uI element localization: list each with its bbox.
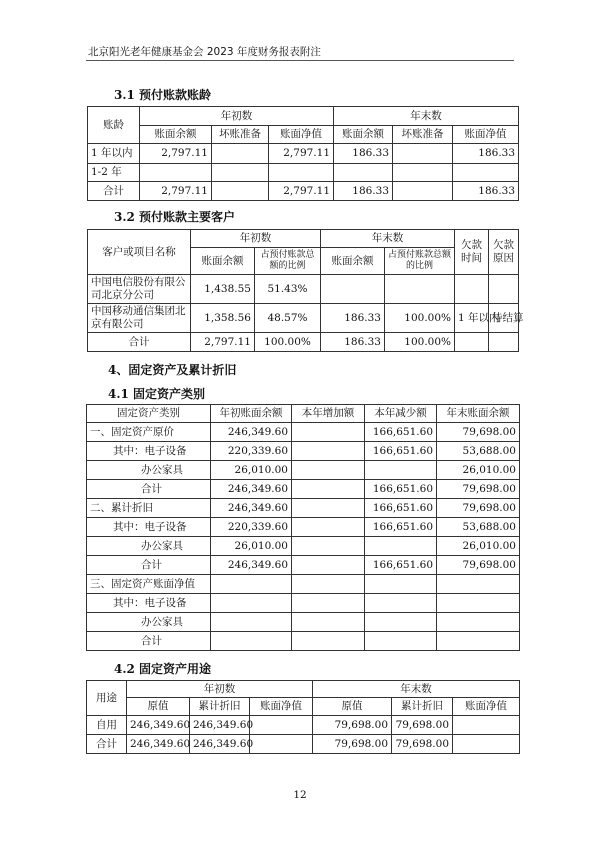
cell-decrease <box>365 461 437 480</box>
cell-begin-balance: 246,349.60 <box>211 499 292 518</box>
cell-decrease <box>365 594 437 613</box>
cell-end-balance <box>321 275 385 304</box>
cell-begin-balance <box>211 632 292 651</box>
page-number: 12 <box>293 789 307 801</box>
col-header-ratio: 占预付账款总额的比例 <box>385 248 455 275</box>
cell-end-balance <box>334 164 393 182</box>
cell-end-ratio: 100.00% <box>385 304 455 333</box>
cell-end-depreciation: 79,698.00 <box>392 735 453 754</box>
col-header-net: 账面净值 <box>269 126 334 144</box>
cell-end-net <box>453 716 520 735</box>
cell-begin-bad-debt <box>212 182 269 201</box>
section-3-2-title: 3.2 预付账款主要客户 <box>114 210 236 224</box>
table-row <box>87 632 520 651</box>
cell-decrease: 166,651.60 <box>365 423 437 442</box>
col-header-net: 账面净值 <box>453 698 520 716</box>
col-header-balance: 账面余额 <box>334 126 393 144</box>
cell-debt-reason: 待结算 <box>489 304 519 333</box>
cell-begin-depreciation: 246,349.60 <box>190 716 250 735</box>
cell-decrease <box>365 537 437 556</box>
table-row-total <box>87 735 520 754</box>
table-row <box>87 423 520 442</box>
cell-begin-original: 246,349.60 <box>127 735 190 754</box>
cell-begin-balance: 2,797.11 <box>191 333 255 352</box>
table-row <box>88 164 519 182</box>
cell-increase <box>292 442 365 461</box>
table-row-total <box>88 182 519 201</box>
cell-category: 办公家具 <box>87 537 211 556</box>
cell-usage: 合计 <box>87 735 127 754</box>
cell-increase <box>292 575 365 594</box>
cell-begin-balance <box>140 164 212 182</box>
col-header-client: 客户或项目名称 <box>88 230 191 275</box>
cell-begin-balance: 246,349.60 <box>211 480 292 499</box>
cell-begin-net <box>250 716 313 735</box>
col-header-age: 账龄 <box>88 107 140 144</box>
fixed-asset-category-table <box>86 404 520 651</box>
cell-begin-balance: 246,349.60 <box>211 556 292 575</box>
cell-end-original: 79,698.00 <box>313 735 392 754</box>
fixed-asset-usage-table <box>86 680 520 754</box>
cell-end-ratio: 100.00% <box>385 333 455 352</box>
cell-category: 其中：电子设备 <box>87 594 211 613</box>
col-header-begin: 年初数 <box>191 230 321 248</box>
col-header-category: 固定资产类别 <box>87 405 211 423</box>
table-row <box>87 575 520 594</box>
cell-begin-bad-debt <box>212 144 269 164</box>
col-header-original: 原值 <box>127 698 190 716</box>
cell-begin-balance: 1,358.56 <box>191 304 255 333</box>
cell-category: 其中：电子设备 <box>87 442 211 461</box>
cell-end-balance: 53,688.00 <box>437 518 520 537</box>
table-row <box>87 499 520 518</box>
cell-debt-reason <box>489 275 519 304</box>
prepaid-aging-table <box>87 106 519 201</box>
table-row-total <box>88 333 519 352</box>
cell-increase <box>292 423 365 442</box>
cell-end-original: 79,698.00 <box>313 716 392 735</box>
cell-decrease: 166,651.60 <box>365 518 437 537</box>
cell-begin-balance: 246,349.60 <box>211 423 292 442</box>
cell-begin-balance <box>211 575 292 594</box>
col-header-decrease: 本年减少额 <box>365 405 437 423</box>
table-row <box>87 613 520 632</box>
cell-increase <box>292 480 365 499</box>
cell-begin-ratio: 100.00% <box>255 333 321 352</box>
cell-begin-ratio: 48.57% <box>255 304 321 333</box>
col-header-end: 年末数 <box>321 230 455 248</box>
cell-end-depreciation: 79,698.00 <box>392 716 453 735</box>
cell-end-net <box>453 735 520 754</box>
cell-increase <box>292 461 365 480</box>
cell-end-balance <box>437 594 520 613</box>
col-header-ratio: 占预付账款总额的比例 <box>255 248 321 275</box>
header-divider <box>86 60 514 61</box>
col-header-balance: 账面余额 <box>191 248 255 275</box>
cell-end-balance <box>437 575 520 594</box>
col-header-balance: 账面余额 <box>140 126 212 144</box>
cell-decrease: 166,651.60 <box>365 442 437 461</box>
cell-end-balance: 186.33 <box>321 304 385 333</box>
cell-begin-balance <box>211 613 292 632</box>
cell-client-name: 合计 <box>88 333 191 352</box>
cell-begin-balance: 1,438.55 <box>191 275 255 304</box>
table-row <box>87 556 520 575</box>
page-header: 北京阳光老年健康基金会 2023 年度财务报表附注 <box>88 46 321 58</box>
cell-decrease <box>365 632 437 651</box>
cell-age: 1-2 年 <box>88 164 140 182</box>
cell-begin-balance: 220,339.60 <box>211 518 292 537</box>
cell-end-net: 186.33 <box>453 182 519 201</box>
cell-end-bad-debt <box>393 182 453 201</box>
cell-begin-balance: 2,797.11 <box>140 144 212 164</box>
cell-debt-reason <box>489 333 519 352</box>
col-header-begin-balance: 年初账面余额 <box>211 405 292 423</box>
cell-increase <box>292 594 365 613</box>
prepaid-customers-table <box>87 229 524 352</box>
section-3-1-title: 3.1 预付账款账龄 <box>114 88 212 102</box>
cell-begin-net <box>269 164 334 182</box>
col-header-debt-time: 欠款时间 <box>455 230 489 275</box>
cell-end-balance: 26,010.00 <box>437 537 520 556</box>
col-header-end: 年末数 <box>334 107 519 126</box>
cell-end-balance <box>437 613 520 632</box>
cell-client-name: 中国移动通信集团北京有限公司 <box>88 304 191 333</box>
col-header-bad-debt: 坏账准备 <box>212 126 269 144</box>
section-4-2-title: 4.2 固定资产用途 <box>114 662 212 676</box>
col-header-end-balance: 年末账面余额 <box>437 405 520 423</box>
cell-decrease <box>365 575 437 594</box>
cell-end-balance: 53,688.00 <box>437 442 520 461</box>
col-header-original: 原值 <box>313 698 392 716</box>
table-row <box>88 275 519 304</box>
table-row <box>87 461 520 480</box>
cell-increase <box>292 556 365 575</box>
cell-end-ratio <box>385 275 455 304</box>
cell-begin-ratio: 51.43% <box>255 275 321 304</box>
cell-increase <box>292 632 365 651</box>
cell-increase <box>292 518 365 537</box>
cell-end-balance: 79,698.00 <box>437 499 520 518</box>
col-header-usage: 用途 <box>87 681 127 716</box>
cell-begin-original: 246,349.60 <box>127 716 190 735</box>
cell-end-net <box>453 164 519 182</box>
cell-increase <box>292 499 365 518</box>
cell-category: 合计 <box>87 480 211 499</box>
table-row <box>87 442 520 461</box>
cell-begin-balance <box>211 594 292 613</box>
cell-begin-net <box>250 735 313 754</box>
col-header-end: 年末数 <box>313 681 520 698</box>
cell-begin-balance: 220,339.60 <box>211 442 292 461</box>
cell-client-name: 中国电信股份有限公司北京分公司 <box>88 275 191 304</box>
col-header-begin: 年初数 <box>127 681 313 698</box>
col-header-increase: 本年增加额 <box>292 405 365 423</box>
cell-end-balance: 186.33 <box>334 182 393 201</box>
col-header-depreciation: 累计折旧 <box>190 698 250 716</box>
cell-category: 一、固定资产原价 <box>87 423 211 442</box>
cell-age: 合计 <box>88 182 140 201</box>
cell-decrease: 166,651.60 <box>365 556 437 575</box>
cell-end-balance: 79,698.00 <box>437 423 520 442</box>
cell-debt-time <box>455 275 489 304</box>
cell-end-bad-debt <box>393 164 453 182</box>
cell-end-net: 186.33 <box>453 144 519 164</box>
col-header-depreciation: 累计折旧 <box>392 698 453 716</box>
cell-begin-net: 2,797.11 <box>269 144 334 164</box>
cell-increase <box>292 613 365 632</box>
cell-decrease: 166,651.60 <box>365 480 437 499</box>
table-row <box>87 537 520 556</box>
cell-end-balance <box>437 632 520 651</box>
cell-begin-net: 2,797.11 <box>269 182 334 201</box>
section-4-1-title: 4.1 固定资产类别 <box>108 387 206 401</box>
cell-decrease: 166,651.60 <box>365 499 437 518</box>
col-header-begin: 年初数 <box>140 107 334 126</box>
table-row <box>88 304 519 333</box>
cell-category: 三、固定资产账面净值 <box>87 575 211 594</box>
cell-debt-time: 1 年以内 <box>455 304 489 333</box>
cell-begin-bad-debt <box>212 164 269 182</box>
col-header-bad-debt: 坏账准备 <box>393 126 453 144</box>
cell-category: 合计 <box>87 556 211 575</box>
cell-end-balance: 186.33 <box>321 333 385 352</box>
cell-decrease <box>365 613 437 632</box>
table-row <box>87 518 520 537</box>
cell-usage: 自用 <box>87 716 127 735</box>
table-row <box>88 144 519 164</box>
col-header-balance: 账面余额 <box>321 248 385 275</box>
cell-begin-depreciation: 246,349.60 <box>190 735 250 754</box>
cell-age: 1 年以内 <box>88 144 140 164</box>
cell-category: 其中：电子设备 <box>87 518 211 537</box>
cell-end-bad-debt <box>393 144 453 164</box>
table-row <box>87 716 520 735</box>
section-4-title: 4、固定资产及累计折旧 <box>108 363 237 377</box>
cell-debt-time <box>455 333 489 352</box>
cell-increase <box>292 537 365 556</box>
col-header-net: 账面净值 <box>250 698 313 716</box>
col-header-net: 账面净值 <box>453 126 519 144</box>
cell-end-balance: 26,010.00 <box>437 461 520 480</box>
cell-category: 办公家具 <box>87 461 211 480</box>
cell-category: 二、累计折旧 <box>87 499 211 518</box>
table-row <box>87 594 520 613</box>
table-row <box>87 480 520 499</box>
cell-category: 办公家具 <box>87 613 211 632</box>
cell-end-balance: 79,698.00 <box>437 480 520 499</box>
cell-end-balance: 79,698.00 <box>437 556 520 575</box>
col-header-debt-reason: 欠款原因 <box>489 230 519 275</box>
cell-begin-balance: 26,010.00 <box>211 537 292 556</box>
cell-begin-balance: 2,797.11 <box>140 182 212 201</box>
cell-begin-balance: 26,010.00 <box>211 461 292 480</box>
cell-end-balance: 186.33 <box>334 144 393 164</box>
cell-category: 合计 <box>87 632 211 651</box>
